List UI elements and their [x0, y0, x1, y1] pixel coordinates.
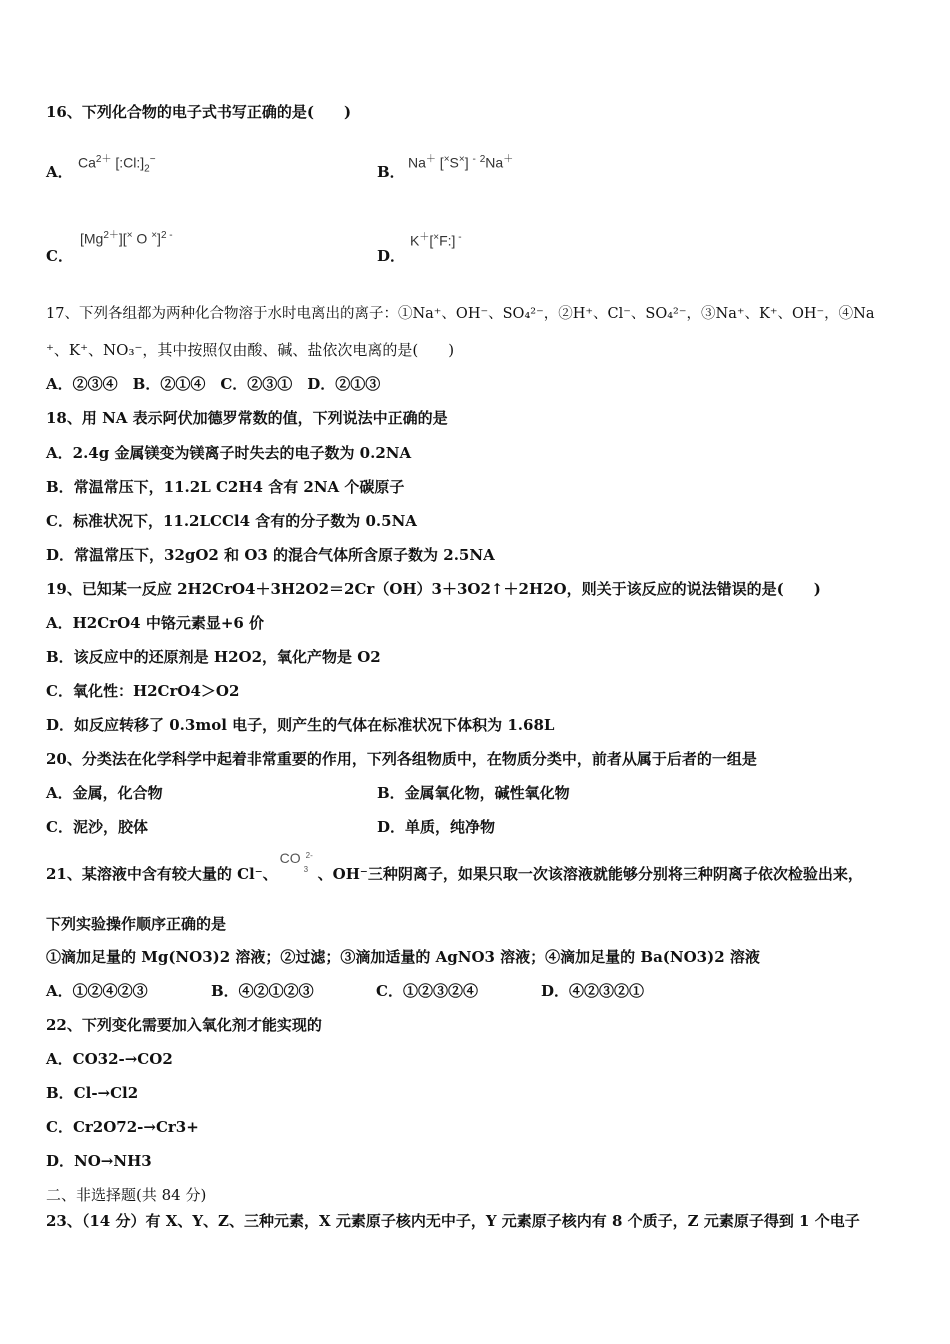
q21-option-d: D．④②③②①: [541, 982, 645, 1000]
q22-option-b: B．Cl-→Cl2: [46, 1084, 139, 1102]
q16-option-c-formula: $[Mg^{2+}][^\times$ O ×]$^{2 -}$: [80, 230, 173, 247]
q22-option-a: A．CO32-→CO2: [46, 1050, 173, 1068]
q20-option-d: D．单质，纯净物: [377, 818, 496, 836]
q16-option-d-label: D．: [377, 247, 406, 265]
q18-stem: 18、用 NA 表示阿伏加德罗常数的值，下列说法中正确的是: [46, 409, 448, 427]
q21-stem-pre: 21、某溶液中含有较大量的 Cl⁻、: [46, 865, 278, 883]
q21-stem-post: 、OH⁻三种阴离子，如果只取一次该溶液就能够分别将三种阴离子依次检验出来，: [317, 865, 863, 883]
q19-option-c: C．氧化性：H2CrO4＞O2: [46, 682, 240, 700]
q20-option-b: B．金属氧化物，碱性氧化物: [377, 784, 570, 802]
q16-option-b-formula: Na＋ [×S×] - $^2$Na＋: [408, 154, 514, 171]
q16-option-b-label: B．: [377, 163, 405, 181]
q16-option-a-formula: $Ca^{2+}$ $[:Cl:]_2^-$: [78, 154, 156, 175]
q18-option-a: A．2.4g 金属镁变为镁离子时失去的电子数为 0.2NA: [46, 444, 412, 462]
carbonate-formula: CO 2- 3: [279, 850, 313, 874]
q16-option-c-label: C．: [46, 247, 73, 265]
q21-line2: 下列实验操作顺序正确的是: [46, 915, 227, 933]
section-heading: 二、非选择题(共 84 分): [46, 1186, 207, 1204]
q21-stem: [46, 850, 863, 884]
q22-stem: 22、下列变化需要加入氧化剂才能实现的: [46, 1016, 322, 1034]
q23-stem: 23、（14 分）有 X、Y、Z、三种元素，X 元素原子核内无中子，Y 元素原子核内有 8 个质子，Z 元素原子得到 1 个电子: [46, 1212, 860, 1230]
q19-option-a: A．H2CrO4 中铬元素显+6 价: [46, 614, 265, 632]
q16-option-d-formula: K＋[×F:] -: [410, 232, 462, 249]
q20-stem: 20、分类法在化学科学中起着非常重要的作用，下列各组物质中，在物质分类中，前者从属于后者的一组是: [46, 750, 757, 768]
q17-line1: 17、下列各组都为两种化合物溶于水时电离出的离子：①Na⁺、OH⁻、SO₄²⁻，②H⁺、Cl⁻、SO₄²⁻，③Na⁺、K⁺、OH⁻，④Na: [46, 306, 875, 322]
q18-option-d: D．常温常压下，32gO2 和 O3 的混合气体所含原子数为 2.5NA: [46, 546, 495, 564]
q21-line3: ①滴加足量的 Mg(NO3)2 溶液；②过滤；③滴加适量的 AgNO3 溶液；④滴加足量的 Ba(NO3)2 溶液: [46, 948, 760, 966]
q19-stem: 19、已知某一反应 2H2CrO4＋3H2O2＝2Cr（OH）3＋3O2↑＋2H2O，则关于该反应的说法错误的是( ): [46, 580, 821, 598]
q21-option-b: B．④②①②③: [211, 982, 314, 1000]
q21-option-a: A．①②④②③: [46, 982, 148, 1000]
q21-option-c: C．①②③②④: [376, 982, 478, 1000]
q16-stem: 16、下列化合物的电子式书写正确的是( ): [46, 103, 352, 121]
q20-option-c: C．泥沙，胶体: [46, 818, 148, 836]
q18-option-b: B．常温常压下，11.2L C2H4 含有 2NA 个碳原子: [46, 478, 405, 496]
q16-option-a-label: A．: [46, 163, 73, 181]
q22-option-c: C．Cr2O72-→Cr3+: [46, 1118, 199, 1136]
q19-option-d: D．如反应转移了 0.3mol 电子，则产生的气体在标准状况下体积为 1.68L: [46, 716, 555, 734]
carbonate-symbol: CO: [279, 850, 301, 866]
q18-option-c: C．标准状况下，11.2LCCl4 含有的分子数为 0.5NA: [46, 512, 417, 530]
q19-option-b: B．该反应中的还原剂是 H2O2，氧化产物是 O2: [46, 648, 381, 666]
q17-options: A．②③④ B．②①④ C．②③① D．②①③: [46, 375, 381, 393]
q20-option-a: A．金属，化合物: [46, 784, 163, 802]
q17-line2: ⁺、K⁺、NO₃⁻，其中按照仅由酸、碱、盐依次电离的是( ): [46, 341, 455, 359]
q22-option-d: D．NO→NH3: [46, 1152, 152, 1170]
